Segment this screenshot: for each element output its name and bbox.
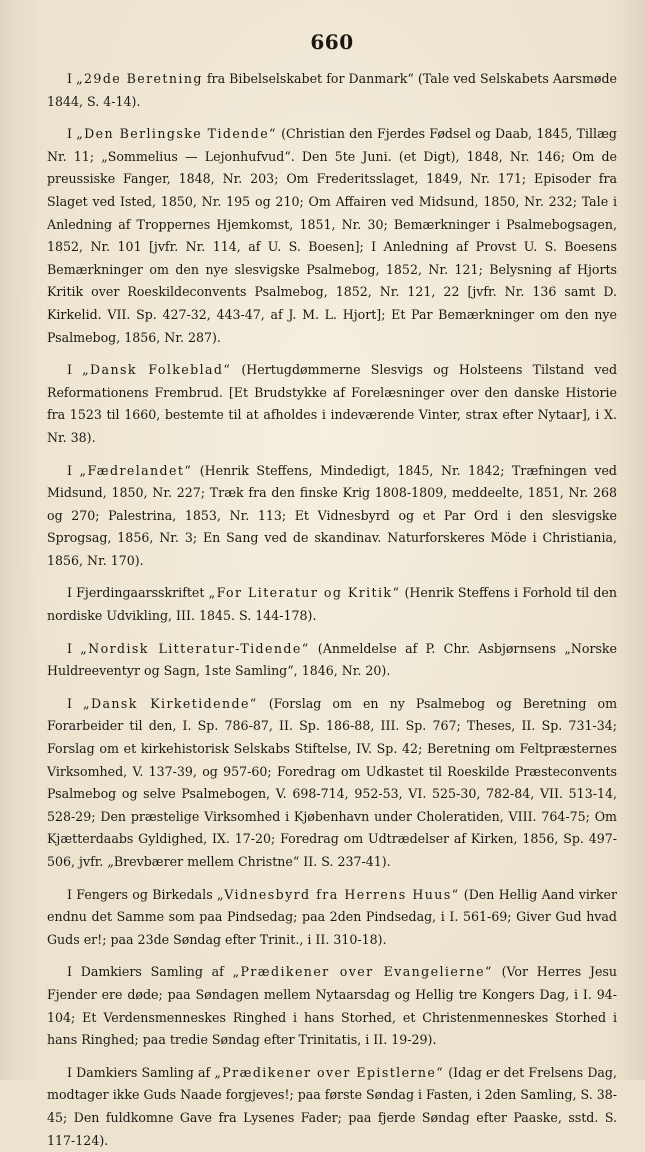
entry-prefix: I: [67, 695, 84, 711]
bibliography-entry: [47, 359, 617, 449]
bibliography-entry: [47, 638, 617, 683]
entry-text: (Christian den Fjerdes Fødsel og Daab, 1845, Tillæg Nr. 11; „Sommelius — Lejonhufvud“. Den 5te Juni. (et Digt), 1848, Nr. 146; Om de preussiske Fanger, 1848, Nr. 203; Om Frederitsslaget, 1849, Nr. 171; Episoder fra Slaget ved Isted, 1850, Nr. 195 og 210; Om Affairen ved Midsund, 1850, Nr. 232; Tale i Anledning af Troppernes Hjemkomst, 1851, Nr. 30; Bemærkninger i Psalmebogsagen, 1852, Nr. 101 [jvfr. Nr. 114, af U. S. Boesen]; I Anledning af Provst U. S. Boesens Bemærkninger om den nye slesvigske Psalmebog, 1852, Nr. 121; Belysning af Hjorts Kritik over Roeskildeconvents Psalmebog, 1852, Nr. 121, 22 [jvfr. Nr. 136 samt D. Kirkelid. VII. Sp. 427-32, 443-47, af J. M. L. Hjort]; Et Par Bemærkninger om den nye Psalmebog, 1856, Nr. 287).: [47, 126, 617, 345]
entry-text: (Den Hellig Aand virker endnu det Samme som paa Pindsedag; paa 2den Pindsedag, i I. 561-69; Giver Gud hvad Guds er!; paa 23de Søndag efter Trinit., i II. 310-18).: [47, 886, 617, 947]
entry-title: „Prædikener over Epistlerne“: [214, 1064, 445, 1080]
entry-title: „Dansk Kirketidende“: [83, 695, 258, 711]
entry-prefix: I: [67, 71, 77, 86]
entry-prefix: I Fjerdingaarsskriftet: [67, 585, 209, 601]
bibliography-entry: [47, 961, 617, 1051]
entry-prefix: I: [67, 126, 77, 142]
entry-text: (Vor Herres Jesu Fjender ere døde; paa Søndagen mellem Nytaarsdag og Hellig tre Kongers Dag, i I. 94-104; Et Verdensmenneskes Ringhed i hans Storhed, et Christenmenneskes Storhed i hans Ringhed; paa tredie Søndag efter Trinitatis, i II. 19-29).: [47, 964, 617, 1048]
bibliography-entry: [47, 68, 617, 113]
bibliography-entry: [47, 123, 617, 349]
bibliography-entry: [47, 1062, 617, 1152]
entry-text: (Anmeldelse af P. Chr. Asbjørnsens „Norske Huldreeventyr og Sagn, 1ste Samling“, 1846, Nr. 20).: [47, 640, 618, 679]
entry-title: „Den Berlingske Tidende“: [76, 126, 277, 142]
entry-text: (Idag er det Frelsens Dag, modtager ikke Guds Naade forgjeves!; paa første Søndag i Fasten, i 2den Samling, S. 38-45; Den fuldkomne Gave fra Lysenes Fader; paa fjerde Søndag efter Paaske, sstd. S. 117-124).: [47, 1064, 617, 1148]
entry-text: fra Bibelselskabet for Danmark“ (Tale ved Selskabets Aarsmøde 1844, S. 4-14).: [47, 71, 618, 109]
entry-text: (Henrik Steffens i Forhold til den nordiske Udvikling, III. 1845. S. 144-178).: [47, 585, 617, 624]
entry-title: „For Literatur og Kritik“: [208, 585, 401, 601]
entry-prefix: I: [67, 640, 81, 656]
page-number: 660: [310, 30, 354, 54]
bibliography-list: [47, 68, 617, 1152]
entry-title: „Vidnesbyrd fra Herrens Huus“: [217, 886, 460, 902]
entry-title: „Dansk Folkeblad“: [82, 362, 232, 378]
entry-text: (Forslag om en ny Psalmebog og Beretning om Forarbeider til den, I. Sp. 786-87, II. Sp. 186-88, III. Sp. 767; Theses, II. Sp. 731-34; Forslag om et kirkehistorisk Selskabs Stiftelse, IV. Sp. 42; Beretning om Feltpræsternes Virksomhed, V. 137-39, og 957-60; Foredrag om Udkastet til Roeskilde Præsteconvents Psalmebog og selve Psalmebogen, V. 698-714, 952-53, VI. 525-30, 782-84, VII. 513-14, 528-29; Den præstelige Virksomhed i Kjøbenhavn under Choleratiden, VIII. 764-75; Om Kjætterdaabs Gyldighed, IX. 17-20; Foredrag om Udtrædelser af Kirken, 1856, Sp. 497-506, jvfr. „Brevbærer mellem Christne“ II. S. 237-41).: [47, 695, 618, 869]
entry-title: „Prædikener over Evangelierne“: [232, 964, 493, 980]
entry-prefix: I: [67, 462, 80, 478]
bibliography-entry: [47, 693, 617, 874]
entry-prefix: I Damkiers Samling af: [67, 964, 233, 980]
entry-prefix: I: [67, 362, 83, 378]
bibliography-entry: [47, 460, 617, 573]
entry-title: „29de Beretning: [76, 71, 203, 86]
entry-title: „Nordisk Litteratur-Tidende“: [80, 640, 310, 656]
entry-prefix: I Fengers og Birkedals: [67, 886, 217, 902]
bibliography-entry: [47, 884, 617, 952]
entry-prefix: I Damkiers Samling af: [67, 1064, 215, 1080]
entry-text: (Henrik Steffens, Mindedigt, 1845, Nr. 1842; Træfningen ved Midsund, 1850, Nr. 227; Træk fra den finske Krig 1808-1809, meddeelte, 1851, Nr. 268 og 270; Palestrina, 1853, Nr. 113; Et Vidnesbyrd og et Par Ord i den slesvigske Sprogsag, 1856, Nr. 3; En Sang ved de skandinav. Naturforskeres Möde i Christiania, 1856, Nr. 170).: [47, 462, 617, 568]
entry-text: (Hertugdømmerne Slesvigs og Holsteens Tilstand ved Reformationens Frembrud. [Et Brudstykke af Forelæsninger over den danske Historie fra 1523 til 1660, bestemte til at afholdes i indeværende Vinter, strax efter Nytaar], i X. Nr. 38).: [47, 362, 618, 445]
bibliography-entry: [47, 582, 617, 627]
entry-title: „Fædrelandet“: [79, 462, 193, 478]
